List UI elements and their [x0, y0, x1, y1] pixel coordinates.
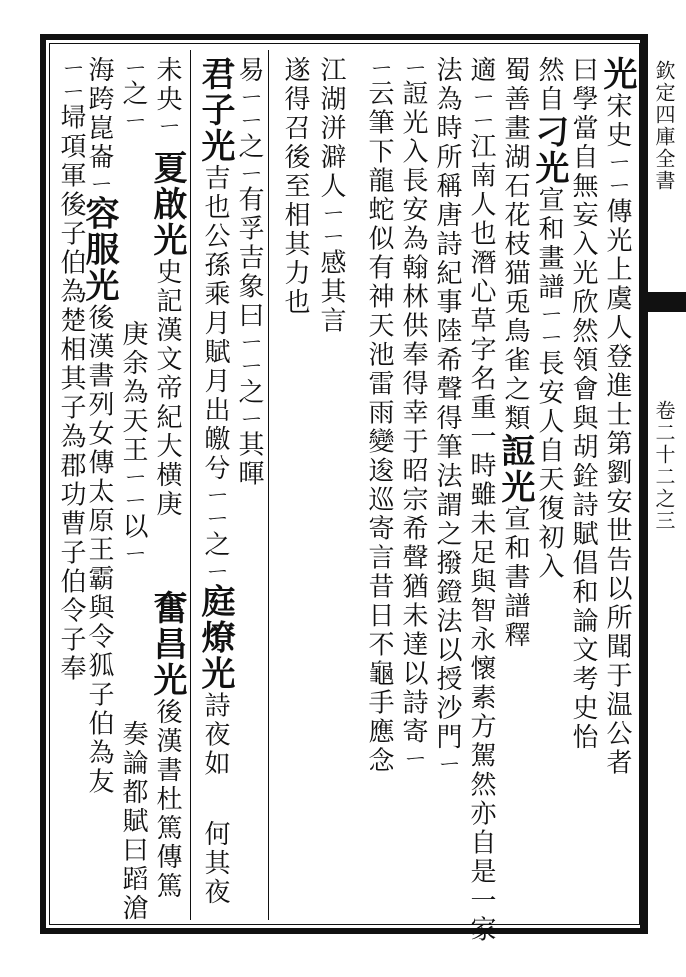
text-column-18 [116, 720, 150, 923]
entry-text: 後子伯為楚相其子為郡功曹子伯令子奉 [56, 190, 86, 684]
running-title: 欽定四庫全書 [652, 60, 676, 192]
text-column-17 [147, 590, 187, 901]
text-column-14 [147, 150, 187, 519]
text-column-16 [116, 320, 150, 565]
fishtail-mark [642, 292, 686, 312]
entry-text: 史記漢文帝紀大横庚 [152, 258, 182, 519]
entry-text: 易ㄧㄧ之ㄧ有孚吉象曰ㄧㄧ之ㄧ其暉 [234, 56, 264, 489]
entry-heading: 刁光 [529, 114, 569, 186]
entry-text: 遂得召後至相其力也 [280, 56, 310, 317]
text-column-15 [116, 56, 150, 133]
text-column-8 [362, 56, 396, 776]
entry-text: 法為時所稱唐詩紀事陸希聲得筆法謂之撥鐙法以授沙門ㄧ [432, 56, 462, 776]
text-column-5 [464, 56, 498, 945]
text-column-3 [529, 56, 569, 582]
entry-heading: 奮昌光 [147, 590, 187, 698]
text-column-6 [430, 56, 464, 776]
entry-text: 詩夜如 [200, 691, 230, 779]
entry-heading: 夏啟光 [147, 150, 187, 258]
entry-text: 宣和畫譜ㄧㄧ長安人自天復初入 [534, 186, 564, 582]
entry-text: 後漢書杜篤傳篤 [152, 698, 182, 901]
entry-heading: 庭燎光 [195, 583, 235, 692]
entry-text: 未央ㄧ [152, 56, 182, 138]
entry-text: 適ㄧㄧ江南人也潛心草字名重一時雖未足與智永懷素方駕然亦自是一家 [466, 56, 496, 945]
entry-text: 何其夜 [200, 820, 230, 907]
text-column-7 [396, 56, 430, 771]
text-column-12 [195, 56, 235, 779]
text-column-1 [597, 56, 637, 778]
entry-text: 宣和書譜釋 [500, 505, 530, 650]
column-divider [268, 50, 269, 920]
entry-text: 然自 [534, 56, 564, 114]
entry-text: 庚余為天王ㄧㄧ以ㄧ [118, 320, 148, 566]
entry-text: ㄧㄧ埽項軍 [56, 56, 86, 191]
column-divider [190, 50, 191, 920]
gutter-rule [640, 34, 642, 934]
entry-heading: 君子光 [195, 56, 235, 164]
text-column-2 [566, 56, 600, 752]
entry-text: ㄧ之ㄧ [118, 56, 148, 133]
entry-text: 曰學當自無妄入光欣然領會與胡銓詩賦倡和論文考史怡 [568, 56, 598, 752]
text-column-4 [495, 56, 535, 650]
text-column-13 [150, 56, 184, 138]
text-column-20 [54, 56, 88, 684]
text-column-11 [232, 56, 266, 489]
entry-text: 後漢書列女傳太原王霸與令狐子伯為友 [84, 303, 114, 797]
volume-label: 卷二十二之三 [652, 400, 676, 532]
entry-text: 江湖洴澼人ㄧㄧ感其言 [316, 56, 346, 336]
entry-text: 吉也公孫乘月賦月出皦兮ㄧㄧ之ㄧ [200, 164, 230, 584]
entry-text: 海跨崑崙ㄧ [84, 56, 114, 196]
entry-heading: 容服光 [79, 195, 119, 304]
entry-text: 蜀善畫湖石花枝猫兎鳥雀之類 [500, 56, 530, 433]
entry-text: ㄧ云筆下龍蛇似有神天池雷雨變逡巡寄言昔日不龜手應念 [364, 56, 394, 776]
entry-text: 宋史ㄧㄧ傳光上虞人登進士第劉安世告以所聞于温公者 [602, 92, 632, 778]
entry-heading: 䛠光 [495, 433, 535, 505]
text-column-12b [198, 820, 232, 907]
text-column-10 [278, 56, 312, 317]
entry-text: 奏論都賦曰蹈滄 [118, 720, 148, 923]
entry-heading: 光 [597, 56, 637, 92]
entry-text: ㄧ䛠光入長安為翰林供奉得幸于昭宗希聲猶未達以詩寄ㄧ [398, 56, 428, 771]
text-column-9 [314, 56, 348, 336]
